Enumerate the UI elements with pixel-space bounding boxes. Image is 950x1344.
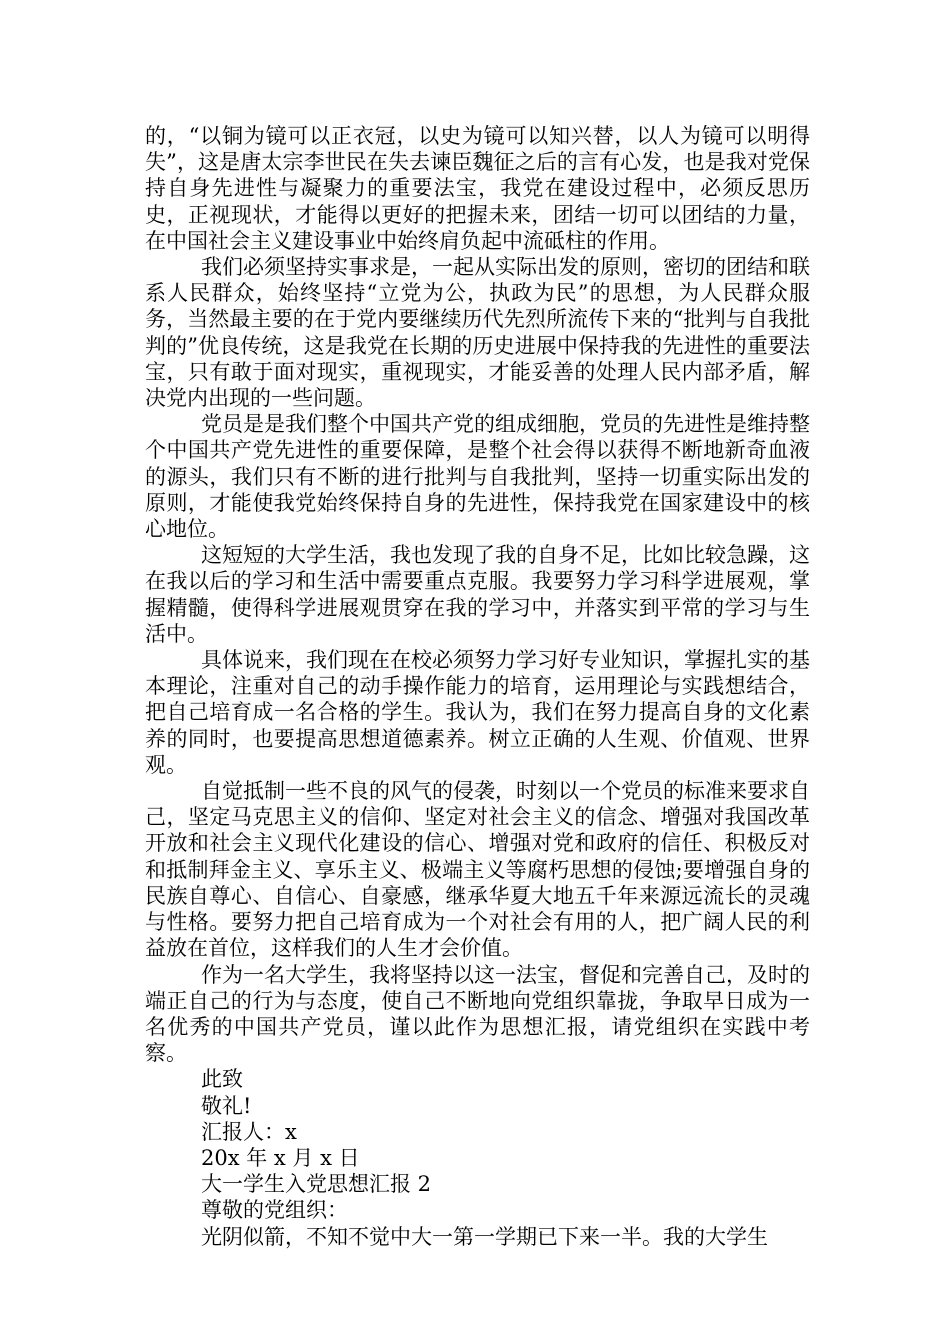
closing: 此致 (201, 1067, 243, 1092)
paragraph: 作为一名大学生，我将坚持以这一法宝，督促和完善自己，及时的端正自己的行为与态度，使自己不断地向党组织靠拢，争取早日成为一名优秀的中国共产党员，谨以此作为思想汇报，请党组织在实践中考察。 (145, 962, 810, 1066)
next-report-greeting: 尊敬的党组织： (201, 1198, 348, 1223)
reporter: 汇报人：x (201, 1119, 297, 1144)
paragraph: 自觉抵制一些不良的风气的侵袭，时刻以一个党员的标准来要求自己，坚定马克思主义的信仰、坚定对社会主义的信念、增强对我国改革开放和社会主义现代化建设的信心、增强对党和政府的信任、积极反对和抵制拜金主义、享乐主义、极端主义等腐朽思想的侵蚀;要增强自身的民族自尊心、自信心、自豪感，继承华夏大地五千年来源远流长的灵魂与性格。要努力把自己培育成为一个对社会有用的人，把广阔人民的利益放在首位，这样我们的人生才会价值。 (145, 779, 810, 961)
document-body (145, 123, 810, 1250)
next-report-opening: 光阴似箭，不知不觉中大一第一学期已下来一半。我的大学生 (201, 1224, 768, 1249)
next-report-title: 大一学生入党思想汇报 2 (201, 1172, 432, 1197)
paragraph: 我们必须坚持实事求是，一起从实际出发的原则，密切的团结和联系人民群众，始终坚持“立党为公，执政为民”的思想，为人民群众服务，当然最主要的在于党内要继续历代先烈所流传下来的“批判与自我批判的”优良传统，这是我党在长期的历史进展中保持我的先进性的重要法宝，只有敢于面对现实，重视现实，才能妥善的处理人民内部矛盾，解决党内出现的一些问题。 (145, 255, 810, 411)
paragraph: 这短短的大学生活，我也发现了我的自身不足，比如比较急躁，这在我以后的学习和生活中需要重点克服。我要努力学习科学进展观，掌握精髓，使得科学进展观贯穿在我的学习中，并落实到平常的学习与生活中。 (145, 543, 810, 646)
report-date: 20x 年 x 月 x 日 (201, 1145, 360, 1170)
salute: 敬礼! (201, 1093, 252, 1118)
paragraph: 的，“以铜为镜可以正衣冠，以史为镜可以知兴替，以人为镜可以明得失”，这是唐太宗李世民在失去谏臣魏征之后的言有心发，也是我对党保持自身先进性与凝聚力的重要法宝，我党在建设过程中，必须反思历史，正视现状，才能得以更好的把握未来，团结一切可以团结的力量，在中国社会主义建设事业中始终肩负起中流砥柱的作用。 (145, 124, 810, 253)
paragraph: 党员是是我们整个中国共产党的组成细胞，党员的先进性是维持整个中国共产党先进性的重要保障，是整个社会得以获得不断地新奇血液的源头，我们只有不断的进行批判与自我批判，坚持一切重实际出发的原则，才能使我党始终保持自身的先进性，保持我党在国家建设中的核心地位。 (145, 412, 810, 542)
paragraph: 具体说来，我们现在在校必须努力学习好专业知识，掌握扎实的基本理论，注重对自己的动手操作能力的培育，运用理论与实践想结合，把自己培育成一名合格的学生。我认为，我们在努力提高自身的文化素养的同时，也要提高思想道德素养。树立正确的人生观、价值观、世界观。 (145, 648, 810, 777)
